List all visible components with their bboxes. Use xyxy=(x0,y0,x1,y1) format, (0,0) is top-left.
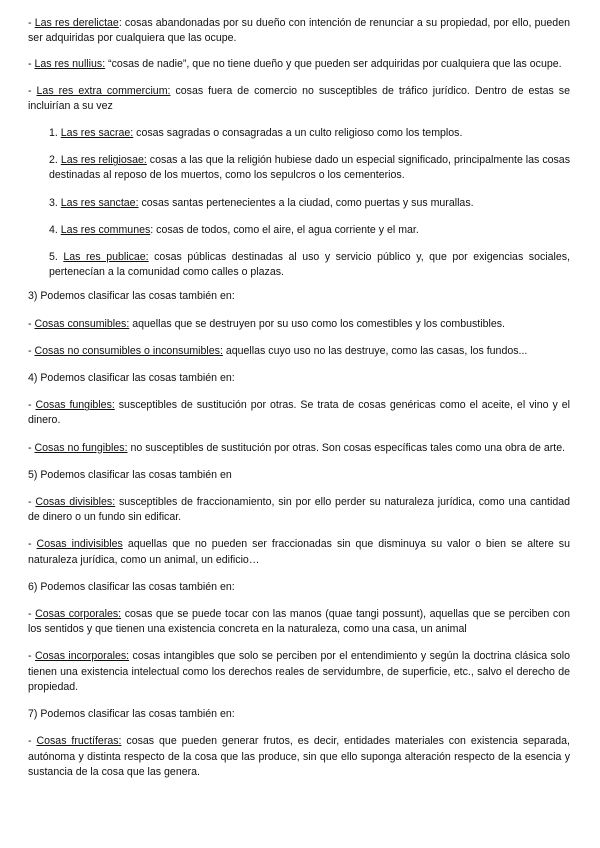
term-divisibles: Cosas divisibles: xyxy=(35,496,116,509)
paragraph-prefix: 5) Podemos clasificar las cosas también en xyxy=(28,468,232,481)
term-sanctae: Las res sanctae: xyxy=(60,196,139,209)
paragraph-text: cosas que pueden generar frutos, es decir, entidades materiales con existencia separada, autónoma y distinta respecto de la cosa que las produce, sin que ello suponga alteración respecto de la esencia y sustancia de la cosa que las genera. xyxy=(28,735,570,778)
paragraph-prefix: - xyxy=(28,441,35,454)
paragraph-clasif-3 xyxy=(28,289,570,304)
term-religiosae: Las res religiosae: xyxy=(60,154,147,167)
term-incorporales: Cosas incorporales: xyxy=(34,650,130,663)
term-corporales: Cosas corporales: xyxy=(35,608,122,621)
paragraph-extra-commercium xyxy=(28,84,570,114)
paragraph-text: : cosas de todos, como el aire, el agua corriente y el mar. xyxy=(150,223,419,236)
paragraph-prefix: 4) Podemos clasificar las cosas también en: xyxy=(28,372,235,385)
paragraph-clasif-6 xyxy=(28,580,570,595)
paragraph-prefix: - xyxy=(28,538,37,551)
paragraph-publicae xyxy=(28,250,570,280)
term-sacrae: Las res sacrae: xyxy=(60,127,134,140)
paragraph-prefix: 6) Podemos clasificar las cosas también en: xyxy=(28,580,235,593)
paragraph-prefix: - xyxy=(28,317,35,330)
paragraph-prefix: 3. xyxy=(49,196,61,209)
paragraph-sacrae xyxy=(28,126,570,141)
paragraph-incorporales xyxy=(28,649,570,695)
paragraph-text: no susceptibles de sustitución por otras. Son cosas específicas tales como una obra de arte. xyxy=(127,441,566,454)
paragraph-text: cosas sagradas o consagradas a un culto religioso como los templos. xyxy=(133,127,463,140)
term-extra-commercium: Las res extra commercium: xyxy=(36,84,171,97)
paragraph-divisibles xyxy=(28,495,570,525)
term-no-consumibles: Cosas no consumibles o inconsumibles: xyxy=(34,344,223,357)
paragraph-prefix: - xyxy=(28,399,36,412)
paragraph-prefix: - xyxy=(28,650,35,663)
paragraph-fungibles xyxy=(28,398,570,428)
paragraph-sanctae xyxy=(28,196,570,211)
paragraph-indivisibles xyxy=(28,537,570,567)
paragraph-text: : cosas abandonadas por su dueño con intención de renunciar a su propiedad, por ello, pueden ser adquiridas por cualquiera que las ocupe. xyxy=(28,17,570,45)
paragraph-clasif-4 xyxy=(28,371,570,386)
paragraph-clasif-7 xyxy=(28,707,570,722)
paragraph-consumibles xyxy=(28,317,570,332)
paragraph-prefix: 2. xyxy=(49,154,61,167)
paragraph-corporales xyxy=(28,607,570,637)
paragraph-prefix: - xyxy=(28,496,36,509)
paragraph-text: cosas a las que la religión hubiese dado un especial significado, principalmente las cosas destinadas al reposo de los muertos, como los sepulcros o los cementerios. xyxy=(49,154,570,182)
paragraph-prefix: 1. xyxy=(49,127,61,140)
paragraph-prefix: - xyxy=(28,17,35,29)
paragraph-prefix: - xyxy=(28,84,37,97)
paragraph-prefix: 3) Podemos clasificar las cosas también en: xyxy=(28,290,235,303)
paragraph-fructiferas xyxy=(28,734,570,780)
term-nullius: Las res nullius: xyxy=(34,58,106,71)
paragraph-text: cosas intangibles que solo se perciben por el entendimiento y según la doctrina clásica solo tienen una existencia intelectual como los derechos reales de servidumbre, de superficie, etc., salvo el derecho de propiedad. xyxy=(28,650,570,693)
paragraph-prefix: - xyxy=(28,344,35,357)
paragraph-text: susceptibles de fraccionamiento, sin por ello perder su naturaleza jurídica, como una cantidad de dinero o un fundo sin edificar. xyxy=(28,496,570,524)
paragraph-prefix: - xyxy=(28,58,35,71)
term-communes: Las res communes xyxy=(60,223,151,236)
paragraph-text: “cosas de nadie”, que no tiene dueño y que pueden ser adquiridas por cualquiera que las ocupe. xyxy=(105,58,562,71)
paragraph-text: aquellas que no pueden ser fraccionadas sin que disminuya su valor o bien se altere su naturaleza jurídica, como un animal, un edificio… xyxy=(28,538,570,566)
paragraph-no-consumibles xyxy=(28,344,570,359)
paragraph-text: susceptibles de sustitución por otras. Se trata de cosas genéricas como el aceite, el vino y el dinero. xyxy=(28,399,570,427)
paragraph-no-fungibles xyxy=(28,441,570,456)
paragraph-text: cosas fuera de comercio no susceptibles de tráfico jurídico. Dentro de estas se incluirían a su vez xyxy=(28,84,570,112)
paragraph-communes xyxy=(28,223,570,238)
paragraph-prefix: - xyxy=(28,608,36,621)
term-fructiferas: Cosas fructíferas: xyxy=(36,735,122,748)
term-no-fungibles: Cosas no fungibles: xyxy=(34,441,128,454)
paragraph-prefix: 4. xyxy=(49,223,61,236)
paragraph-derelictae xyxy=(28,16,570,46)
paragraph-text: aquellas que se destruyen por su uso como los comestibles y los combustibles. xyxy=(129,317,505,330)
term-indivisibles: Cosas indivisibles xyxy=(36,538,123,551)
paragraph-text: cosas santas pertenecientes a la ciudad, como puertas y sus murallas. xyxy=(138,196,474,209)
term-consumibles: Cosas consumibles: xyxy=(34,317,130,330)
paragraph-text: aquellas cuyo uso no las destruye, como las casas, los fundos... xyxy=(222,344,528,357)
term-publicae: Las res publicae: xyxy=(63,251,149,264)
paragraph-text: cosas que se puede tocar con las manos (quae tangi possunt), aquellas que se perciben con los sentidos y que tienen una existencia concreta en la naturaleza, como una casa, un animal xyxy=(28,608,570,636)
paragraph-religiosae xyxy=(28,153,570,183)
paragraph-prefix: 5. xyxy=(49,251,64,264)
paragraph-text: cosas públicas destinadas al uso y servicio público y, que por exigencias sociales, pertenecían a la comunidad como calles o plazas. xyxy=(49,251,570,279)
document-body xyxy=(28,16,570,780)
paragraph-prefix: - xyxy=(28,735,37,748)
term-derelictae: Las res derelictae xyxy=(34,17,119,29)
term-fungibles: Cosas fungibles: xyxy=(35,399,115,412)
paragraph-prefix: 7) Podemos clasificar las cosas también en: xyxy=(28,708,235,721)
paragraph-clasif-5 xyxy=(28,468,570,483)
paragraph-nullius xyxy=(28,57,570,72)
